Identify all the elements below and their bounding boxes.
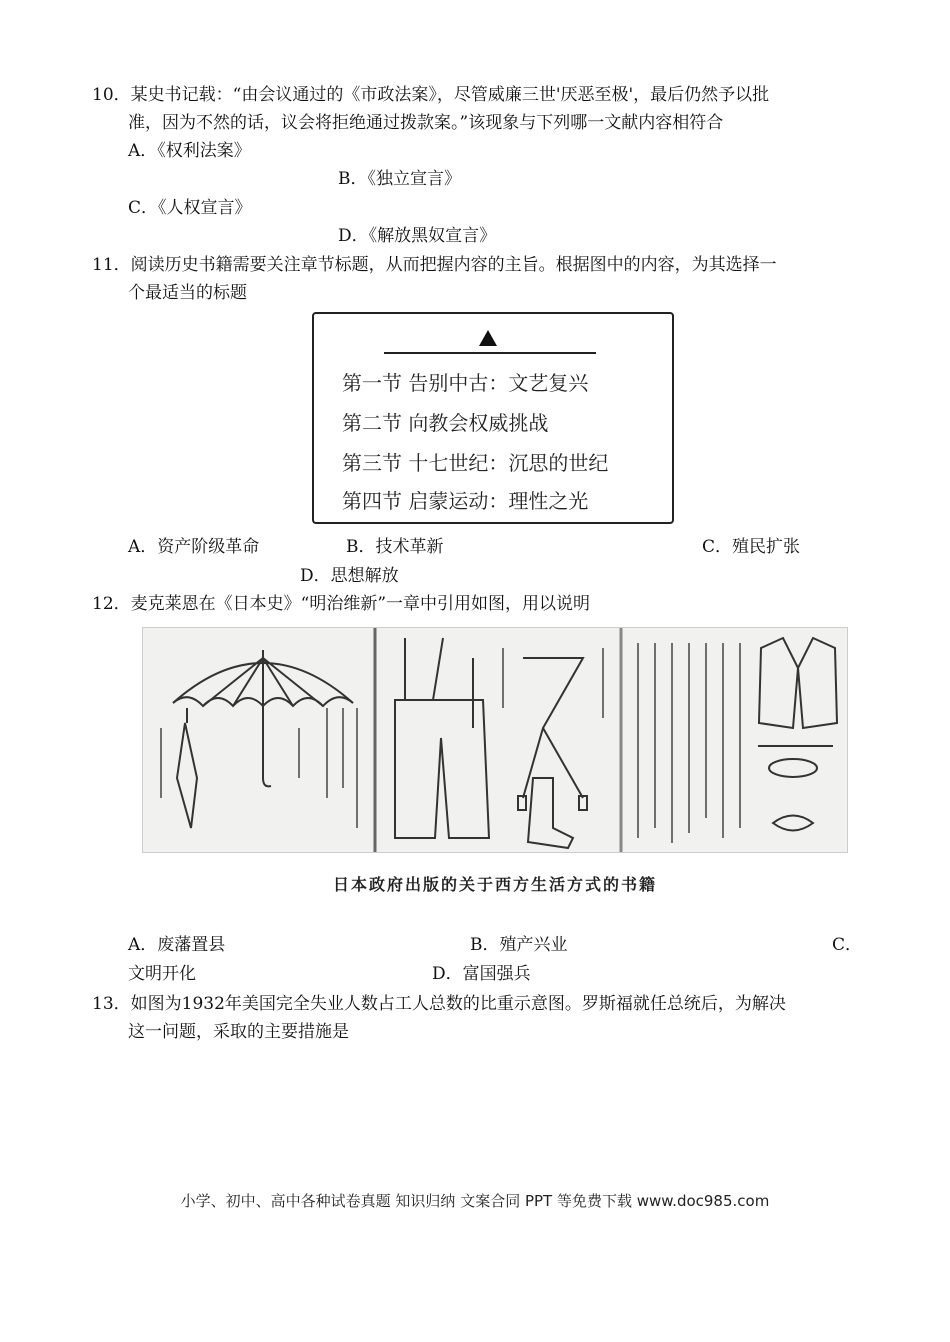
q12-option-c-letter: C． [832,935,863,955]
q12-option-b: B．殖产兴业 [470,935,568,955]
section-3: 第三节 十七世纪：沉思的世纪 [342,451,609,475]
sock-icon [528,778,573,848]
closed-umbrella-icon [177,708,197,828]
umbrella-icon [173,650,353,786]
q12-option-d: D．富国强兵 [432,964,531,984]
footer-text: 小学、初中、高中各种试卷真题 知识归纳 文案合同 PPT 等免费下载 www.doc985.com [180,1192,770,1210]
q10-option-c: C．《人权宣言》 [128,198,252,218]
q11-option-b: B．技术革新 [346,537,444,557]
q13-stem-1: 如图为1932年美国完全失业人数占工人总数的比重示意图。罗斯福就任总统后，为解决 [130,994,786,1014]
q10-option-b: B．《独立宣言》 [338,169,461,189]
q10-stem-1: 某史书记载：“由会议通过的《市政法案》，尽管威廉三世'厌恶至极'，最后仍然予以批 [130,85,770,105]
q11-option-a: A．资产阶级革命 [128,537,260,557]
q10-option-d: D．《解放黑奴宣言》 [338,226,497,246]
q11-line1 [92,253,777,277]
section-2: 第二节 向教会权威挑战 [342,411,549,435]
q12-line1 [92,592,590,616]
q13-stem-2: 这一问题，采取的主要措施是 [128,1022,349,1042]
q10-number: 10． [92,85,131,105]
section-1: 第一节 告别中古：文艺复兴 [342,371,589,395]
q11-number: 11． [92,255,131,275]
q13-line1 [92,992,786,1016]
q11-option-d: D．思想解放 [300,566,399,586]
q10-stem-2: 准，因为不然的话，议会将拒绝通过拨款案。”该现象与下列哪一文献内容相符合 [128,113,724,133]
book-page-drawing [143,628,848,853]
chapter-outline-box [312,312,674,524]
figure-caption: 日本政府出版的关于西方生活方式的书籍 [332,875,657,894]
trousers-icon [395,638,489,838]
q10-line1 [92,83,769,107]
western-lifestyle-book-illustration [142,627,848,853]
vest-icon [759,638,837,728]
triangle-symbol-icon [479,330,497,346]
collar-icon [758,746,833,831]
section-4: 第四节 启蒙运动：理性之光 [342,489,589,513]
q13-number: 13． [92,994,131,1014]
q12-stem-1: 麦克莱恩在《日本史》“明治维新”一章中引用如图，用以说明 [130,594,591,614]
q11-option-c: C．殖民扩张 [702,537,801,557]
q12-number: 12． [92,594,131,614]
title-underline [384,352,596,354]
q12-option-c-text: 文明开化 [128,964,196,984]
q10-option-a: A．《权利法案》 [128,141,251,161]
q11-stem-1: 阅读历史书籍需要关注章节标题，从而把握内容的主旨。根据图中的内容，为其选择一 [130,255,777,275]
q11-stem-2: 个最适当的标题 [128,283,247,303]
q12-option-a: A．废藩置县 [128,935,226,955]
